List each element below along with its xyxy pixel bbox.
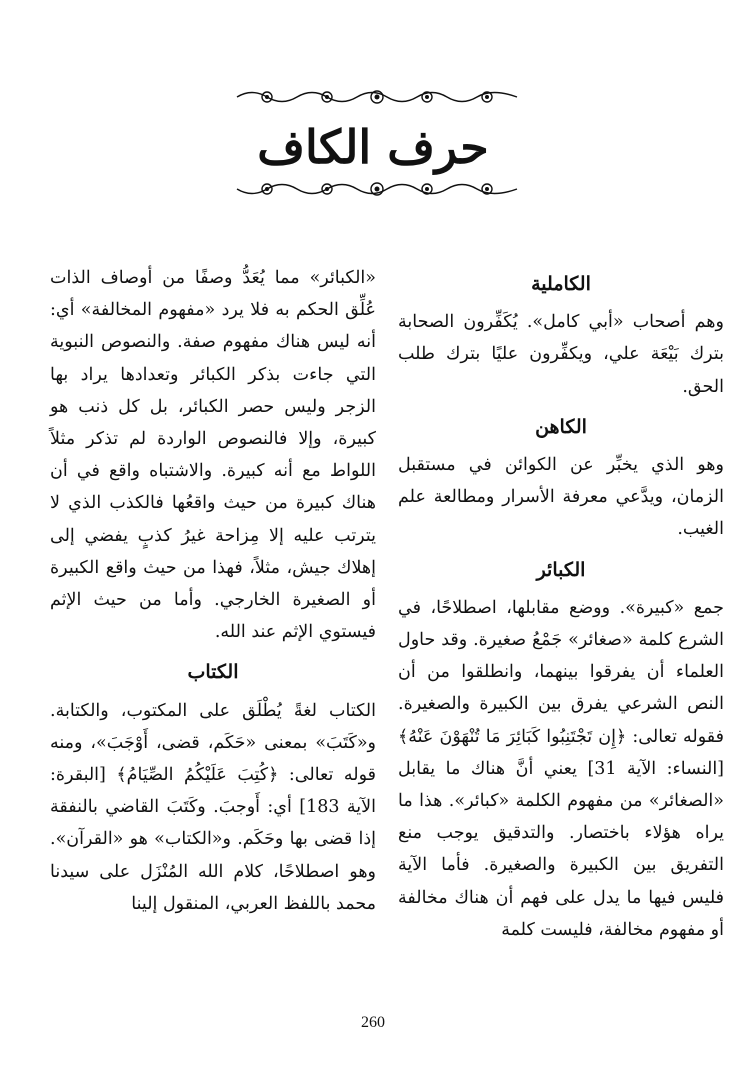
right-column (398, 262, 724, 946)
entry-heading-kamiliya: الكاملية (531, 273, 591, 295)
decorative-ornament-top (232, 86, 522, 108)
entry-body-kahin: وهو الذي يخبِّر عن الكوائن في مستقبل الزمان، ويدَّعي معرفة الأسرار ومطالعة علم الغيب. (398, 455, 724, 540)
entry-body-kabair: جمع «كبيرة». ووضع مقابلها، اصطلاحًا، في الشرع كلمة «صغائر» جَمْعُ صغيرة. وقد حاول العلماء أن يفرقوا بينهما، وانطلقوا من أن النص الشرعي يفرق بين الكبيرة والصغيرة. فقوله تعالى: ﴿إِن تَجْتَنِبُوا كَبَائِرَ مَا تُنْهَوْنَ عَنْهُ﴾ [النساء: الآية 31] يعني أنَّ هناك ما يقابل «الصغائر» من مفهوم الكلمة «كبائر». هذا ما يراه هؤلاء باختصار. والتدقيق يوجب منع التفريق بين الكبيرة والصغيرة. فأما الآية فليس فيها ما يدل على فهم أن هناك مخالفة أو مفهوم مخالفة، فليست كلمة (398, 597, 725, 940)
decorative-ornament-bottom (232, 178, 522, 200)
entry-heading-kahin: الكاهن (535, 415, 587, 438)
left-column (50, 262, 376, 920)
entry-heading-kitab: الكتاب (187, 661, 239, 684)
entry-body-kamiliya: وهم أصحاب «أبي كامل». يُكَفِّرون الصحابة بترك بَيْعَة علي، ويكفِّرون عليًا بترك طلب الحق. (398, 312, 724, 397)
entry-heading-kabair: الكبائر (536, 558, 586, 581)
entry-body-kitab: الكتاب لغةً يُطْلَق على المكتوب، والكتابة. و«كَتَبَ» بمعنى «حَكَم، قضى، أَوْجَبَ»، ومنه قوله تعالى: ﴿كُتِبَ عَلَيْكُمُ الصِّيَامُ﴾ [البقرة: الآية 183] أي: أَوجبَ. وكَتَبَ القاضي بالنفقة إذا قضى بها وحَكَم. و«الكتاب» هو «القرآن». وهو اصطلاحًا، كلام الله المُنْزَل على سيدنا محمد باللفظ العربي، المنقول إلينا (50, 700, 376, 914)
page-title: حرف الكاف (257, 120, 489, 174)
page-number: 260 (361, 1014, 385, 1031)
entry-body-kabair-continued: «الكبائر» مما يُعَدُّ وصفًا من أوصاف الذات عُلِّق الحكم به فلا يرد «مفهوم المخالفة» أي: أنه ليس هناك مفهوم صفة. والنصوص النبوية التي جاءت بذكر الكبائر وتعدادها يراد بها الزجر وليس حصر الكبائر، بل كل ذنب هو كبيرة، وإلا فالنصوص الواردة لم تذكر مثلاً اللواط مع أنه كبيرة. والاشتباه واقع في أن هناك كبيرة من حيث واقعُها فالكذب الذي لا يترتب عليه إلا مِزاحة غيرُ كذبٍ يفضي إلى إهلاك جيش، مثلاً، فهذا من حيث واقع الكبيرة أو الصغيرة الخارجي. وأما من حيث الإثم فيستوي الإثم عند الله. (50, 268, 376, 643)
